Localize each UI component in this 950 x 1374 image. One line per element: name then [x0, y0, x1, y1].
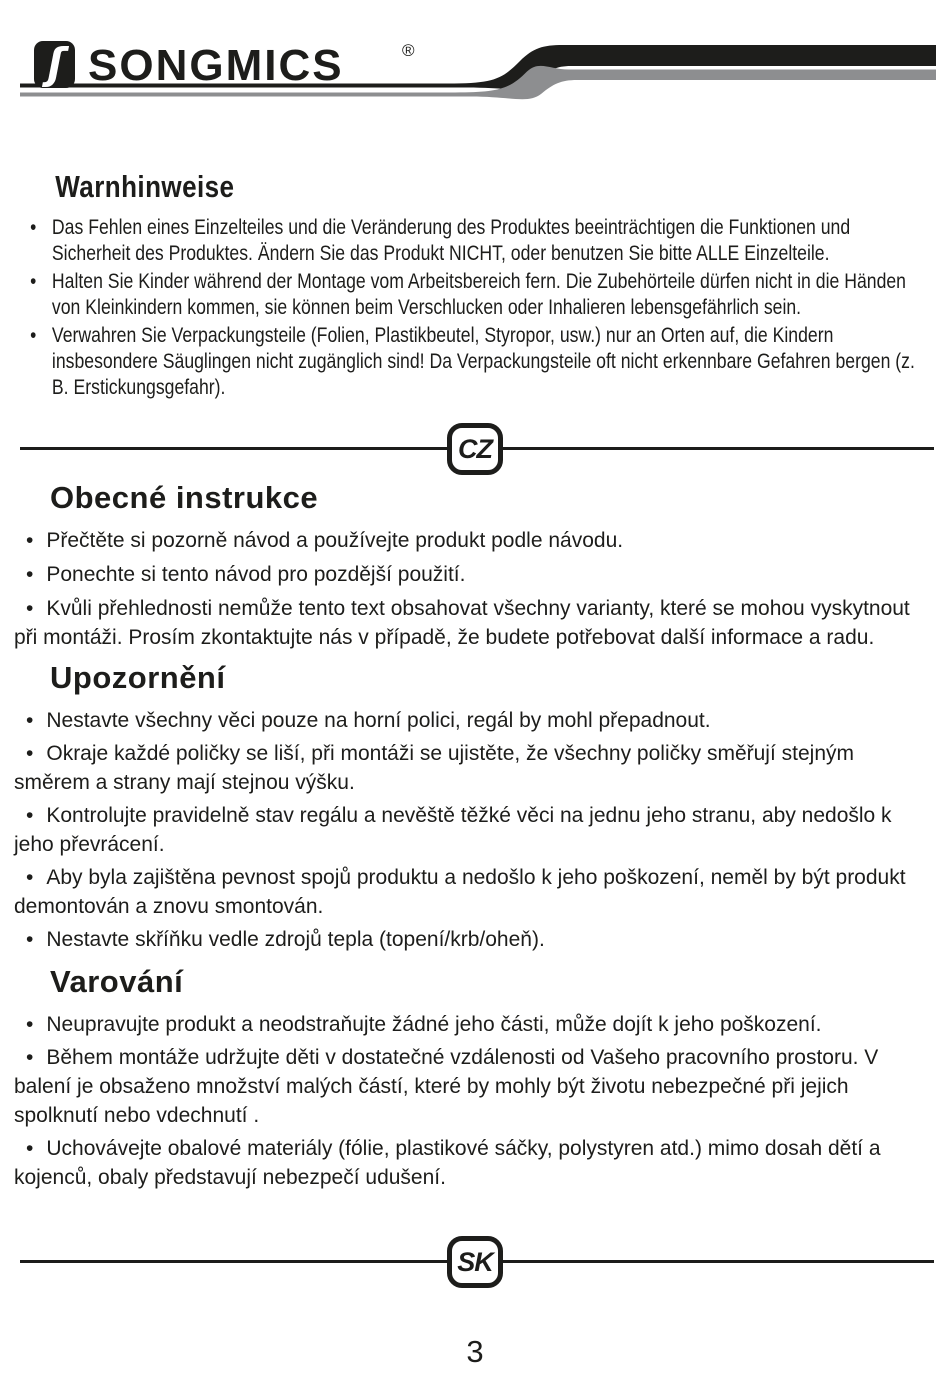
cz-language-badge: CZ	[447, 423, 503, 475]
list-item: • Kvůli přehlednosti nemůže tento text obsahovat všechny varianty, které se mohou vyskytnout při montáži. Prosím zkontaktujte nás v případě, že budete potřebovat další informace a radu.	[14, 594, 932, 652]
upozorneni-title: Upozornění	[50, 660, 226, 695]
brand-header	[0, 0, 950, 105]
section-upozorneni	[14, 660, 932, 954]
page-number: 3	[466, 1334, 484, 1369]
list-item: • Kontrolujte pravidelně stav regálu a nevěště těžké věci na jednu jeho stranu, aby nedošlo k jeho převrácení.	[14, 801, 932, 859]
list-item: • Verwahren Sie Verpackungsteile (Folien, Plastikbeutel, Styropor, usw.) nur an Orten auf, die Kindern insbesondere Säuglingen nicht zugänglich sind! Da Verpackungsteile oft nicht erkennbare Gefahren bergen (z. B. Erstickungsgefahr).	[20, 323, 932, 401]
registered-mark: ®	[402, 41, 415, 60]
list-item: • Nestavte všechny věci pouze na horní polici, regál by mohl přepadnout.	[14, 706, 932, 735]
list-item: • Během montáže udržujte děti v dostatečné vzdálenosti od Vašeho pracovního prostoru. V balení je obsaženo množství malých částí, které by mohly být životu nebezpečné při jejich spolknutí nebo vdechnutí .	[14, 1043, 932, 1130]
list-item: • Nestavte skříňku vedle zdrojů tepla (topení/krb/oheň).	[14, 925, 932, 954]
czech-content	[14, 480, 932, 1192]
list-item: • Okraje každé poličky se liší, při montáži se ujistěte, že všechny poličky směřují stejným směrem a strany mají stejnou výšku.	[14, 739, 932, 797]
section-warnhinweise	[20, 169, 932, 401]
list-item: • Aby byla zajištěna pevnost spojů produktu a nedošlo k jeho poškození, neměl by být produkt demontován a znovu smontován.	[14, 863, 932, 921]
sk-divider	[0, 1234, 950, 1290]
list-item: • Přečtěte si pozorně návod a používejte produkt podle návodu.	[14, 526, 932, 555]
list-item: • Das Fehlen eines Einzelteiles und die Veränderung des Produktes beeinträchtigen die Funktionen und Sicherheit des Produktes. Ändern Sie das Produkt NICHT, oder benutzen Sie bitte ALLE Einzelteile.	[20, 215, 932, 267]
section-varovani	[14, 964, 932, 1192]
list-item: • Ponechte si tento návod pro pozdější použití.	[14, 560, 932, 589]
obecne-title: Obecné instrukce	[50, 480, 319, 515]
varovani-title: Varování	[50, 964, 184, 999]
songmics-logo-glyph: ʃ	[47, 39, 65, 88]
list-item: • Uchovávejte obalové materiály (fólie, plastikové sáčky, polystyren atd.) mimo dosah dětí a kojenců, obaly představují nebezpečí udušení.	[14, 1134, 932, 1192]
sk-language-badge: SK	[447, 1236, 503, 1288]
section-obecne-instrukce	[14, 480, 932, 652]
cz-divider	[0, 421, 950, 477]
songmics-logotype: SONGMICS	[88, 41, 344, 90]
warnhinweise-list	[20, 215, 932, 401]
list-item: • Neupravujte produkt a neodstraňujte žádné jeho části, může dojít k jeho poškození.	[14, 1010, 932, 1039]
list-item: • Halten Sie Kinder während der Montage vom Arbeitsbereich fern. Die Zubehörteile dürfen nicht in die Händen von Kleinkindern kommen, sie können beim Verschlucken oder Inhalieren lebensgefährlich sein.	[20, 269, 932, 321]
warnhinweise-title: Warnhinweise	[55, 169, 235, 204]
